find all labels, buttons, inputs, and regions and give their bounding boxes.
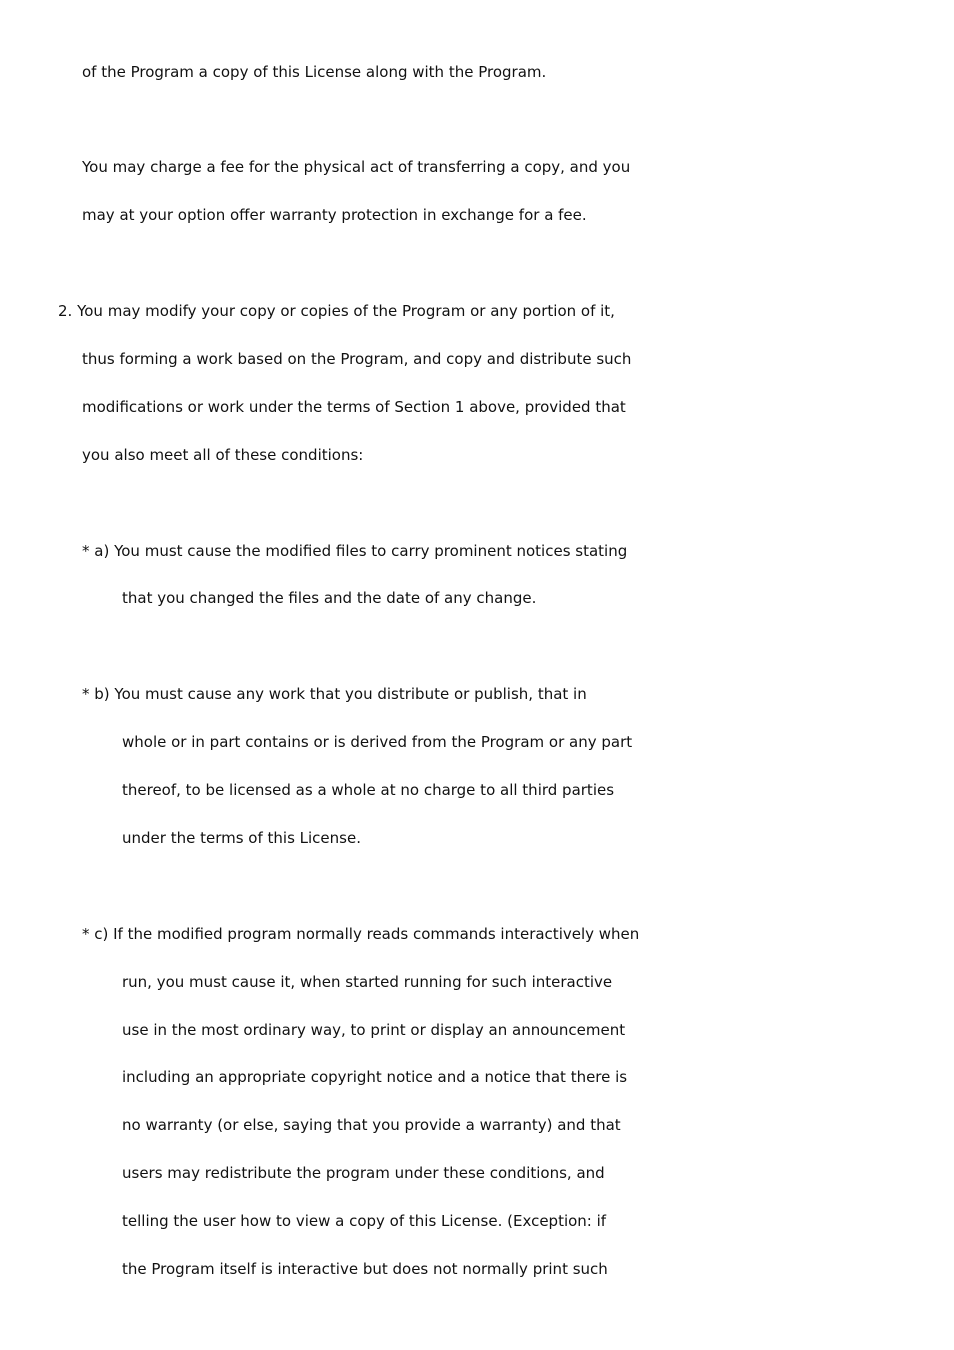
text-line: the Program itself is interactive but does not normally print such bbox=[122, 1260, 608, 1278]
text-line: including an appropriate copyright notice and a notice that there is bbox=[122, 1068, 628, 1086]
text-line: that you changed the files and the date of any change. bbox=[122, 589, 537, 607]
text-line: you also meet all of these conditions: bbox=[82, 446, 364, 464]
text-line: You may charge a fee for the physical act of transferring a copy, and you bbox=[82, 158, 631, 176]
condition-b-line: * b) You must cause any work that you distribute or publish, that in bbox=[82, 685, 587, 703]
text-line: users may redistribute the program under these conditions, and bbox=[122, 1164, 605, 1182]
text-line: whole or in part contains or is derived from the Program or any part bbox=[122, 733, 633, 751]
text-line: telling the user how to view a copy of this License. (Exception: if bbox=[122, 1212, 607, 1230]
condition-c-line: * c) If the modified program normally reads commands interactively when bbox=[82, 925, 640, 943]
text-line: modifications or work under the terms of Section 1 above, provided that bbox=[82, 398, 626, 416]
section-2-heading-line: 2. You may modify your copy or copies of the Program or any portion of it, bbox=[58, 302, 615, 320]
text-line: thereof, to be licensed as a whole at no charge to all third parties bbox=[122, 781, 615, 799]
text-line: of the Program a copy of this License along with the Program. bbox=[82, 63, 547, 81]
text-line: run, you must cause it, when started running for such interactive bbox=[122, 973, 613, 991]
text-line: use in the most ordinary way, to print or display an announcement bbox=[122, 1021, 626, 1039]
text-line: no warranty (or else, saying that you provide a warranty) and that bbox=[122, 1116, 621, 1134]
text-line: thus forming a work based on the Program, and copy and distribute such bbox=[82, 350, 632, 368]
text-line: may at your option offer warranty protection in exchange for a fee. bbox=[82, 206, 587, 224]
condition-a-line: * a) You must cause the modified files to carry prominent notices stating bbox=[82, 542, 628, 560]
text-line: under the terms of this License. bbox=[122, 829, 361, 847]
